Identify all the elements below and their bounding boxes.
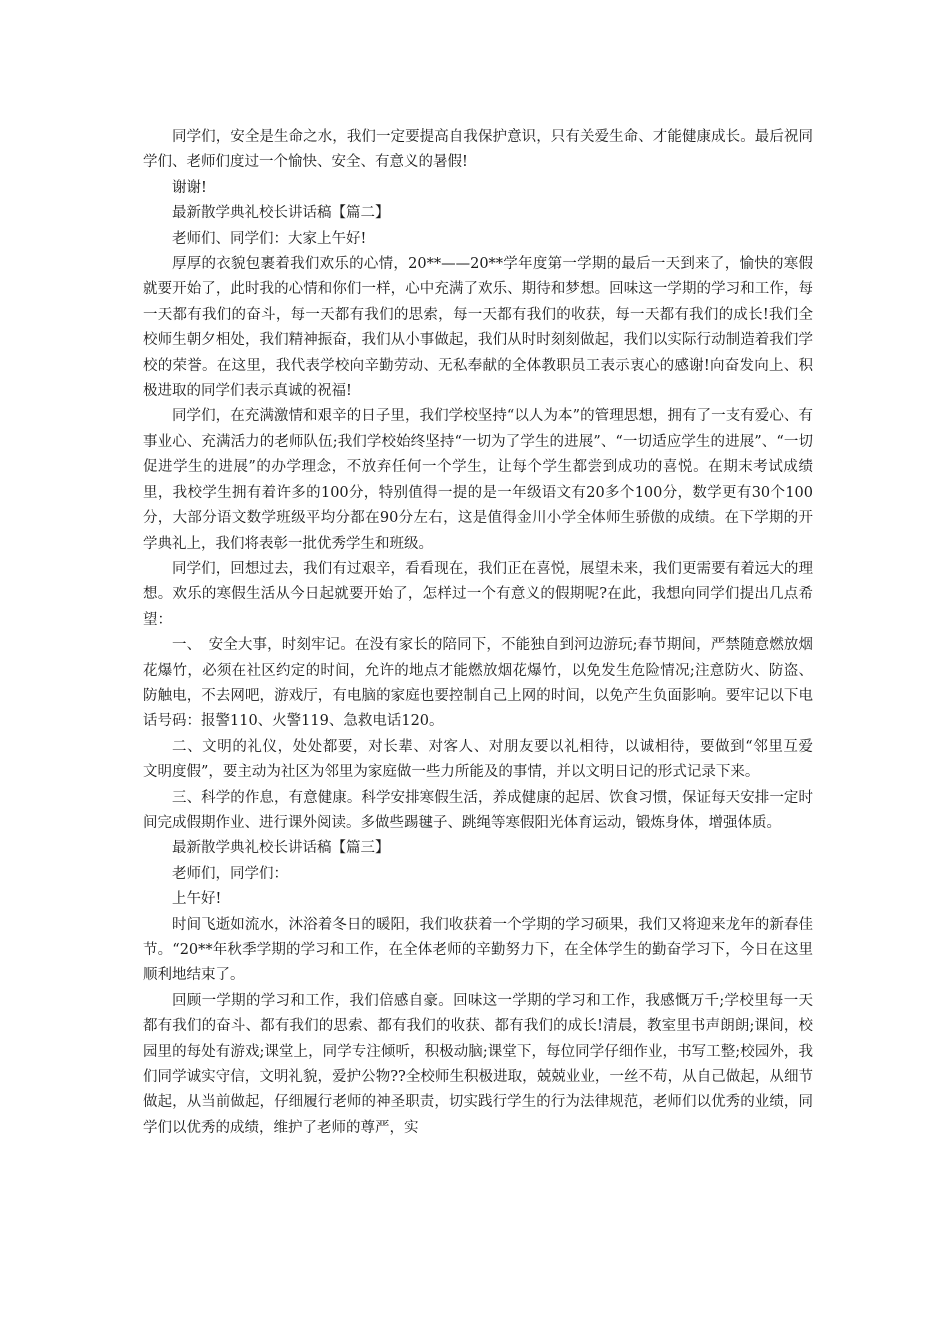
greeting-line: 上午好! [172, 891, 222, 908]
section-heading-3: 最新散学典礼校长讲话稿【篇三】 [172, 840, 390, 857]
body-paragraph: 时间飞逝如流水，沐浴着冬日的暖阳，我们收获着一个学期的学习硕果，我们又将迎来龙年的新春佳节。“20**年秋季学期的学习和工作，在全体老师的辛勤努力下，在全体学生的勤奋学习下，今日在这里顺利地结束了。 [143, 916, 813, 984]
thanks-line: 谢谢! [172, 179, 207, 196]
document-body [143, 125, 828, 1141]
body-paragraph: 厚厚的衣貌包裹着我们欢乐的心情，20**——20**学年度第一学期的最后一天到来了，愉快的寒假就要开始了，此时我的心情和你们一样，心中充满了欢乐、期待和梦想。回味这一学期的学习和工作，每一天都有我们的奋斗，每一天都有我们的思索，每一天都有我们的收获，每一天都有我们的成长!我们全校师生朝夕相处，我们精神振奋，我们从小事做起，我们从时时刻刻做起，我们以实际行动制造着我们学校的荣誉。在这里，我代表学校向辛勤劳动、无私奉献的全体教职员工表示衷心的感谢!向奋发向上、积极进取的同学们表示真诚的祝福! [143, 256, 813, 400]
list-item-1: 一、 安全大事，时刻牢记。在没有家长的陪同下，不能独自到河边游玩;春节期间，严禁随意燃放烟花爆竹，必须在社区约定的时间，允许的地点才能燃放烟花爆竹，以免发生危险情况;注意防火、防盗、防触电，不去网吧，游戏厅，有电脑的家庭也要控制自己上网的时间，以免产生负面影响。要牢记以下电话号码：报警110、火警119、急救电话120。 [143, 637, 813, 730]
greeting-line: 老师们、同学们：大家上午好! [172, 230, 367, 247]
list-item-3: 三、科学的作息，有意健康。科学安排寒假生活，养成健康的起居、饮食习惯，保证每天安排一定时间完成假期作业、进行课外阅读。多做些踢毽子、跳绳等寒假阳光体育运动，锻炼身体，增强体质。 [143, 789, 813, 831]
greeting-line: 老师们，同学们： [172, 865, 288, 882]
body-paragraph: 同学们，回想过去，我们有过艰辛，看看现在，我们正在喜悦，展望未来，我们更需要有着远大的理想。欢乐的寒假生活从今日起就要开始了，怎样过一个有意义的假期呢?在此，我想向同学们提出几点希望： [143, 560, 813, 628]
list-item-2: 二、文明的礼仪，处处都要，对长辈、对客人、对朋友要以礼相待，以诚相待，要做到“邻里互爱 文明度假”，要主动为社区为邻里为家庭做一些力所能及的事情，并以文明日记的形式记录下来。 [143, 738, 828, 781]
body-paragraph: 同学们，在充满激情和艰辛的日子里，我们学校坚持“以人为本”的管理思想，拥有了一支有爱心、有事业心、充满活力的老师队伍;我们学校始终坚持“一切为了学生的进展”、“一切适应学生的进展”、“一切促进学生的进展”的办学理念，不放弃任何一个学生，让每个学生都尝到成功的喜悦。在期末考试成绩里，我校学生拥有着许多的100分，特别值得一提的是一年级语文有20多个100分，数学更有30个100分，大部分语文数学班级平均分都在90分左右，这是值得金川小学全体师生骄傲的成绩。在下学期的开学典礼上，我们将表彰一批优秀学生和班级。 [143, 408, 813, 552]
body-paragraph: 回顾一学期的学习和工作，我们倍感自豪。回味这一学期的学习和工作，我感慨万千;学校里每一天都有我们的奋斗、都有我们的思索、都有我们的收获、都有我们的成长!清晨，教室里书声朗朗;课间，校园里的每处有游戏;课堂上，同学专注倾听，积极动脑;课堂下，每位同学仔细作业，书写工整;校园外，我们同学诚实守信，文明礼貌，爱护公物??全校师生积极进取，兢兢业业，一丝不苟，从自己做起，从细节做起，从当前做起，仔细履行老师的神圣职责，切实践行学生的行为法律规范，老师们以优秀的业绩，同学们以优秀的成绩，维护了老师的尊严，实 [143, 992, 813, 1136]
section-heading-2: 最新散学典礼校长讲话稿【篇二】 [172, 205, 390, 222]
closing-paragraph: 同学们，安全是生命之水，我们一定要提高自我保护意识，只有关爱生命、才能健康成长。最后祝同学们、老师们度过一个愉快、安全、有意义的暑假! [143, 129, 813, 171]
